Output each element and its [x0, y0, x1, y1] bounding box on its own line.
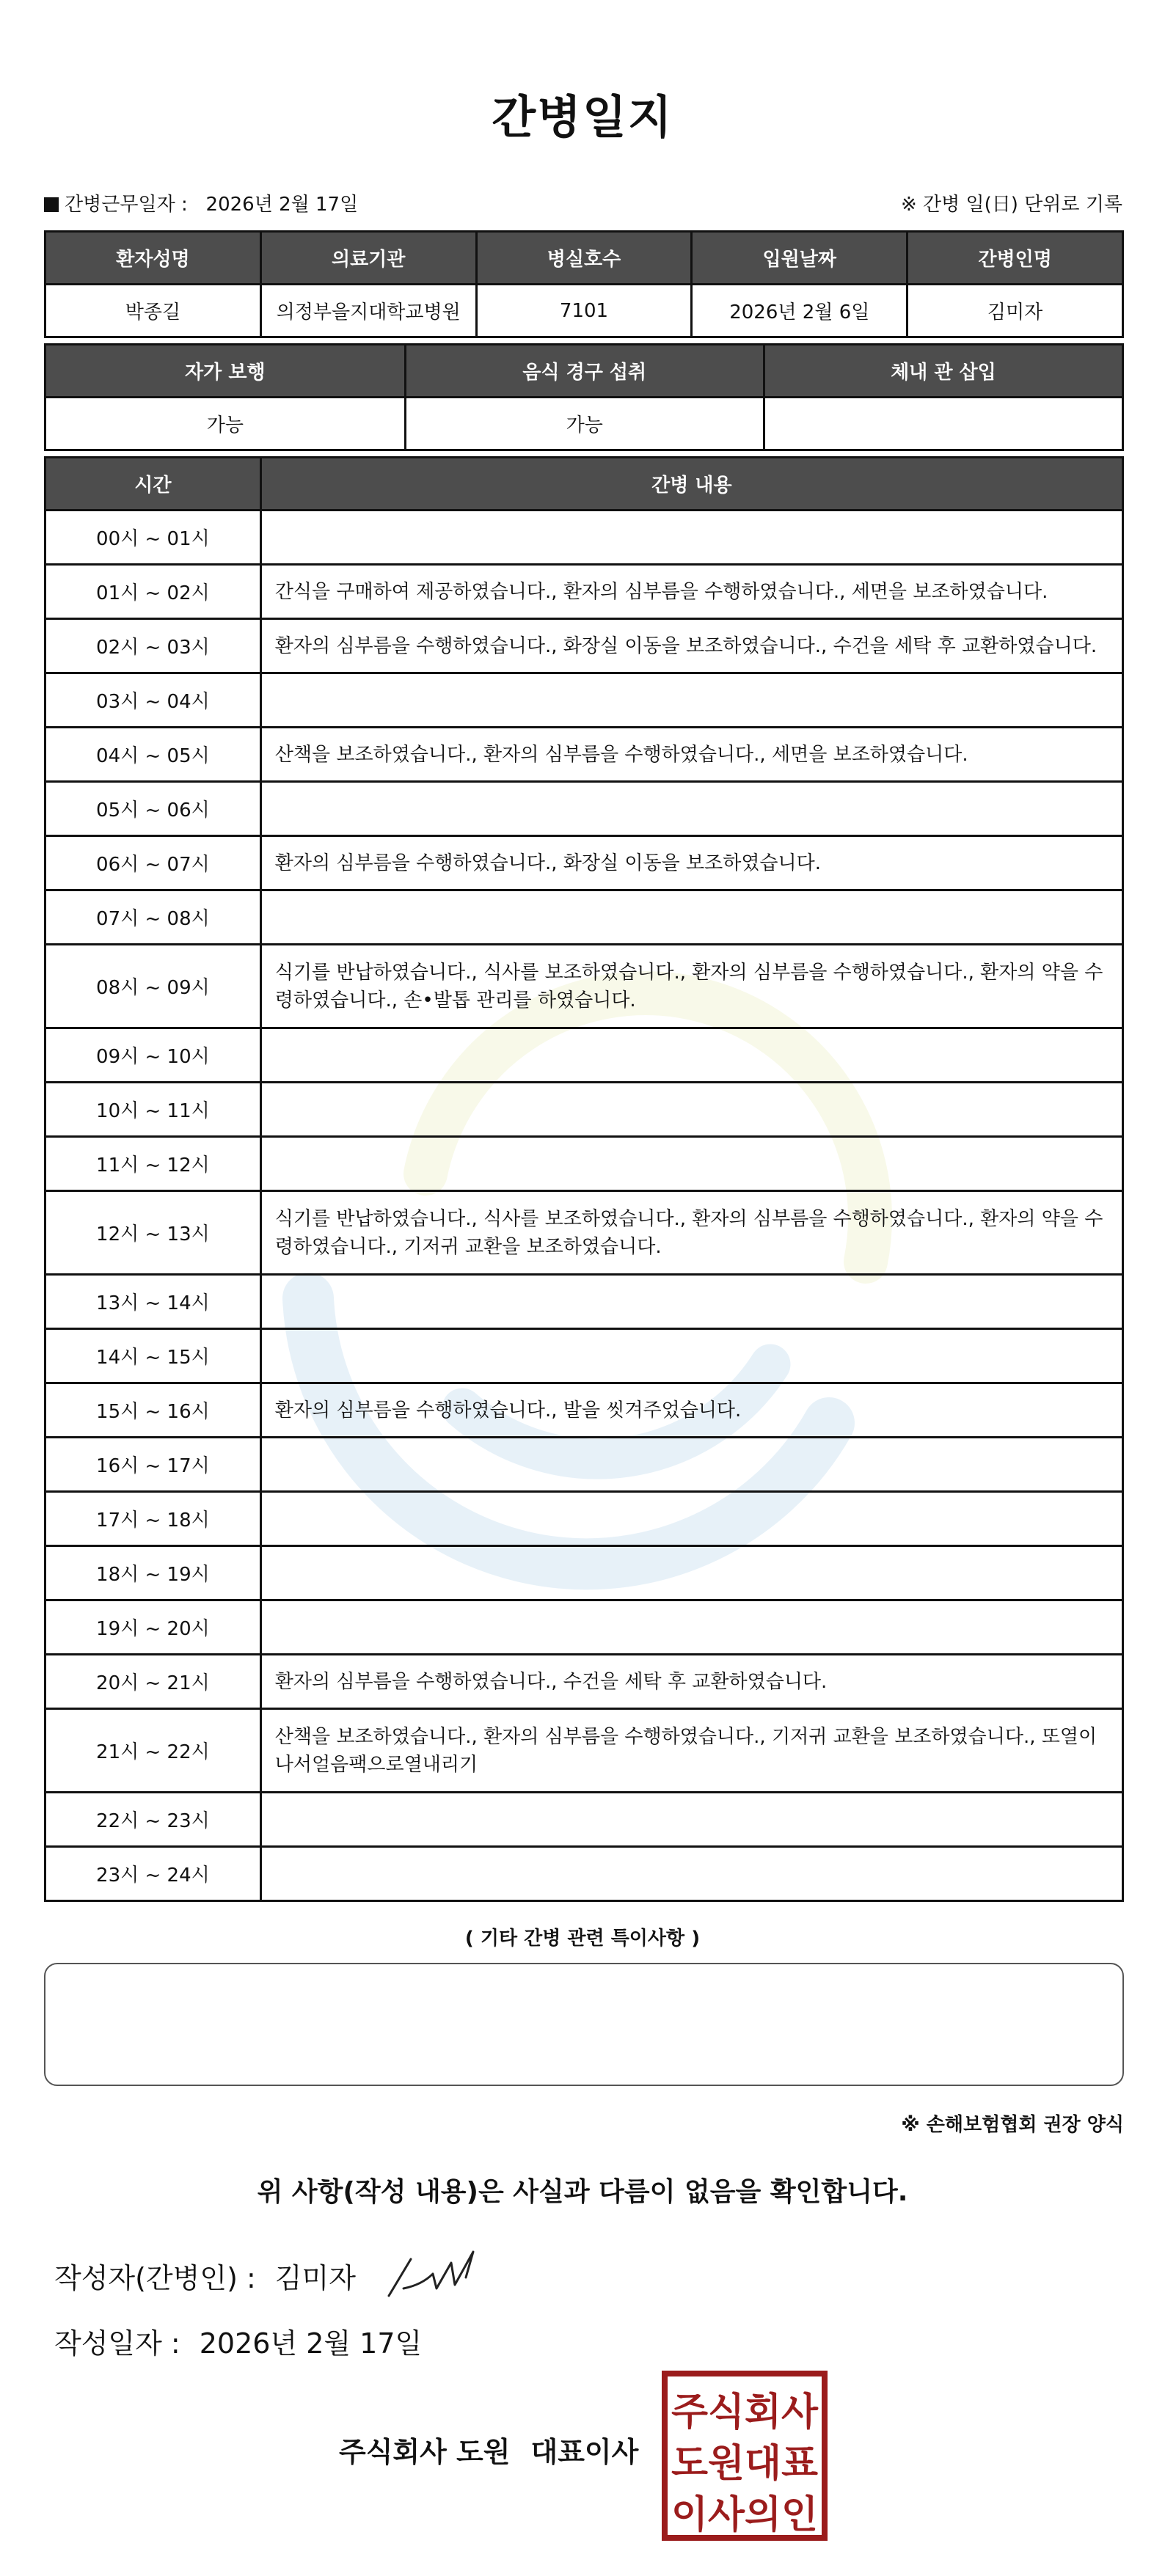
header-tube-insertion: 체내 관 삽입 [764, 345, 1122, 398]
table-row [45, 1383, 1123, 1438]
oral-intake-value: 가능 [405, 398, 764, 450]
log-content-cell: 환자의 심부름을 수행하였습니다., 수건을 세탁 후 교환하였습니다. [260, 1655, 1122, 1709]
svg-text:도원대표: 도원대표 [671, 2442, 818, 2486]
table-row [45, 1083, 1123, 1137]
log-content-cell: 식기를 반납하였습니다., 식사를 보조하였습니다., 환자의 심부름을 수행하였습니다., 환자의 약을 수령하였습니다., 손•발톱 관리를 하였습니다. [260, 945, 1122, 1028]
written-date-value: 2026년 2월 17일 [199, 2327, 423, 2360]
table-row [45, 728, 1123, 782]
work-date-row [44, 189, 1122, 219]
log-time-cell: 21시 ~ 22시 [45, 1709, 261, 1793]
header-room-number: 병실호수 [476, 232, 692, 285]
company-seal-stamp [660, 2369, 829, 2542]
confirmation-statement: 위 사항(작성 내용)은 사실과 다름이 없음을 확인합니다. [257, 2177, 908, 2207]
log-content-cell [260, 1793, 1122, 1847]
log-time-cell: 03시 ~ 04시 [45, 673, 261, 728]
table-row [45, 1655, 1123, 1709]
log-content-cell: 환자의 심부름을 수행하였습니다., 화장실 이동을 보조하였습니다. [260, 836, 1122, 890]
log-content-cell: 식기를 반납하였습니다., 식사를 보조하였습니다., 환자의 심부름을 수행하였습니다., 환자의 약을 수령하였습니다., 기저귀 교환을 보조하였습니다. [260, 1191, 1122, 1275]
admission-date: 2026년 2월 6일 [692, 285, 907, 337]
log-time-cell: 22시 ~ 23시 [45, 1793, 261, 1847]
table-row [45, 1275, 1123, 1329]
table-row [45, 565, 1123, 619]
log-time-cell: 19시 ~ 20시 [45, 1600, 261, 1655]
table-row [45, 945, 1123, 1028]
table-row [45, 1438, 1123, 1492]
writer-label: 작성자(간병인) : [54, 2262, 256, 2294]
log-content-cell [260, 1137, 1122, 1191]
log-time-cell: 05시 ~ 06시 [45, 782, 261, 836]
log-time-cell: 20시 ~ 21시 [45, 1655, 261, 1709]
log-content-cell [260, 782, 1122, 836]
header-care-content: 간병 내용 [260, 458, 1122, 511]
patient-name: 박종길 [45, 285, 261, 337]
table-row [45, 782, 1123, 836]
table-row [45, 836, 1123, 890]
record-unit-note: ※ 간병 일(日) 단위로 기록 [900, 194, 1122, 216]
log-content-cell [260, 1546, 1122, 1600]
log-time-cell: 16시 ~ 17시 [45, 1438, 261, 1492]
table-row [45, 1546, 1123, 1600]
work-date-label: 간병근무일자 : [65, 194, 188, 216]
table-row [45, 1847, 1123, 1901]
log-content-cell: 환자의 심부름을 수행하였습니다., 발을 씻겨주었습니다. [260, 1383, 1122, 1438]
log-content-cell: 환자의 심부름을 수행하였습니다., 화장실 이동을 보조하였습니다., 수건을 세탁 후 교환하였습니다. [260, 619, 1122, 673]
caregiver-name: 김미자 [907, 285, 1123, 337]
company-representative: 대표이사 [530, 2436, 639, 2468]
log-content-cell: 간식을 구매하여 제공하였습니다., 환자의 심부름을 수행하였습니다., 세면을 보조하였습니다. [260, 565, 1122, 619]
svg-text:주식회사: 주식회사 [671, 2390, 819, 2434]
room-number: 7101 [476, 285, 692, 337]
tube-insertion-value [764, 398, 1122, 450]
work-date [44, 189, 358, 216]
table-row [45, 1028, 1123, 1083]
log-time-cell: 12시 ~ 13시 [45, 1191, 261, 1275]
log-content-cell [260, 1028, 1122, 1083]
notes-title: ( 기타 간병 관련 특이사항 ) [464, 1928, 701, 1950]
log-time-cell: 02시 ~ 03시 [45, 619, 261, 673]
table-row [45, 1600, 1123, 1655]
written-date-label: 작성일자 : [54, 2327, 180, 2360]
table-row [45, 1191, 1123, 1275]
log-time-cell: 17시 ~ 18시 [45, 1492, 261, 1546]
form-source-note: ※ 손해보험협회 권장 양식 [901, 2114, 1124, 2136]
log-content-cell [260, 1492, 1122, 1546]
writer-name: 김미자 [274, 2262, 356, 2294]
company-name: 주식회사 도원 [339, 2436, 511, 2468]
log-time-cell: 08시 ~ 09시 [45, 945, 261, 1028]
log-content-cell: 산책을 보조하였습니다., 환자의 심부름을 수행하였습니다., 기저귀 교환을 보조하였습니다., 또열이나서얼음팩으로열내리기 [260, 1709, 1122, 1793]
work-date-value: 2026년 2월 17일 [205, 194, 359, 216]
hospital-name: 의정부을지대학교병원 [260, 285, 476, 337]
table-row [45, 890, 1123, 945]
self-walking-value: 가능 [45, 398, 406, 450]
written-date-line [54, 2321, 422, 2361]
header-admission-date: 입원날짜 [692, 232, 907, 285]
table-row [45, 1137, 1123, 1191]
log-content-cell [260, 1438, 1122, 1492]
log-content-cell [260, 890, 1122, 945]
header-patient-name: 환자성명 [45, 232, 261, 285]
header-hospital: 의료기관 [260, 232, 476, 285]
log-time-cell: 06시 ~ 07시 [45, 836, 261, 890]
log-time-cell: 01시 ~ 02시 [45, 565, 261, 619]
table-row [45, 1329, 1123, 1383]
table-row [45, 1709, 1123, 1793]
document-title: 간병일지 [492, 90, 673, 144]
table-row [45, 1492, 1123, 1546]
log-content-cell [260, 1329, 1122, 1383]
log-time-cell: 10시 ~ 11시 [45, 1083, 261, 1137]
square-bullet-icon [44, 197, 59, 212]
header-caregiver-name: 간병인명 [907, 232, 1123, 285]
log-time-cell: 13시 ~ 14시 [45, 1275, 261, 1329]
handwritten-signature [381, 2244, 484, 2303]
svg-text:이사의인: 이사의인 [671, 2493, 818, 2537]
table-row [45, 1793, 1123, 1847]
log-time-cell: 23시 ~ 24시 [45, 1847, 261, 1901]
log-content-cell [260, 511, 1122, 565]
log-content-cell [260, 673, 1122, 728]
log-content-cell [260, 1083, 1122, 1137]
log-content-cell [260, 1600, 1122, 1655]
header-self-walking: 자가 보행 [45, 345, 406, 398]
special-notes-box [44, 1963, 1124, 2086]
log-time-cell: 00시 ~ 01시 [45, 511, 261, 565]
log-content-cell [260, 1847, 1122, 1901]
header-oral-intake: 음식 경구 섭취 [405, 345, 764, 398]
log-content-cell [260, 1275, 1122, 1329]
patient-ability-table [44, 343, 1124, 451]
log-content-cell: 산책을 보조하였습니다., 환자의 심부름을 수행하였습니다., 세면을 보조하였습니다. [260, 728, 1122, 782]
hourly-care-log-table [44, 456, 1124, 1902]
company-signature-line [339, 2429, 638, 2470]
log-time-cell: 15시 ~ 16시 [45, 1383, 261, 1438]
table-row [45, 673, 1123, 728]
log-time-cell: 09시 ~ 10시 [45, 1028, 261, 1083]
header-time: 시간 [45, 458, 261, 511]
log-time-cell: 14시 ~ 15시 [45, 1329, 261, 1383]
patient-info-table [44, 230, 1124, 338]
log-time-cell: 11시 ~ 12시 [45, 1137, 261, 1191]
log-time-cell: 18시 ~ 19시 [45, 1546, 261, 1600]
table-row [45, 511, 1123, 565]
log-time-cell: 04시 ~ 05시 [45, 728, 261, 782]
table-row [45, 619, 1123, 673]
log-time-cell: 07시 ~ 08시 [45, 890, 261, 945]
writer-line [54, 2255, 356, 2296]
